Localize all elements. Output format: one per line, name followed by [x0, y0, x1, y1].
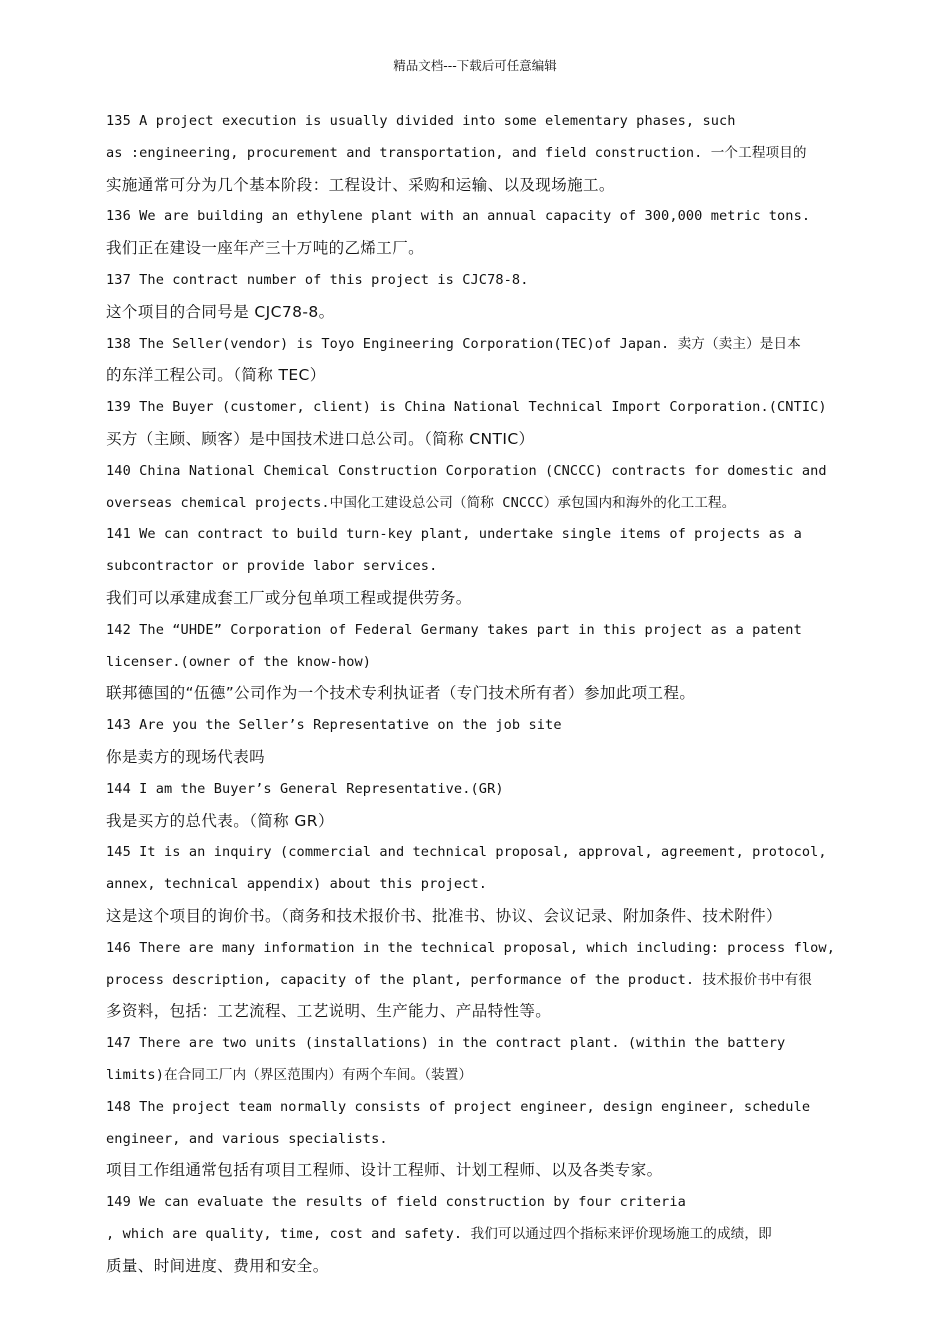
text-line: 实施通常可分为几个基本阶段：工程设计、采购和运输、以及现场施工。	[106, 175, 615, 194]
text-line: 质量、时间进度、费用和安全。	[106, 1256, 329, 1275]
text-line: 147 There are two units (installations) in the contract plant. (within the battery	[106, 1035, 786, 1052]
text-line: 你是卖方的现场代表吗	[106, 747, 266, 766]
text-line: 的东洋工程公司。（简称 TEC）	[106, 366, 326, 385]
text-line: process description, capacity of the plant, performance of the product. 技术报价书中有很	[106, 971, 813, 988]
text-line: 143 Are you the Seller’s Representative on the job site	[106, 717, 562, 734]
text-line: 项目工作组通常包括有项目工程师、设计工程师、计划工程师、以及各类专家。	[106, 1161, 663, 1180]
text-line: 139 The Buyer (customer, client) is China National Technical Import Corporation.(CNTIC)	[106, 399, 827, 416]
text-line: 我是买方的总代表。（简称 GR）	[106, 811, 334, 830]
text-line: 137 The contract number of this project is CJC78-8.	[106, 271, 529, 288]
text-line: 我们可以承建成套工厂或分包单项工程或提供劳务。	[106, 588, 472, 607]
text-line: as :engineering, procurement and transportation, and field construction. 一个工程项目的	[106, 144, 807, 161]
text-line: 136 We are building an ethylene plant with an annual capacity of 300,000 metric tons.	[106, 208, 811, 225]
text-line: 135 A project execution is usually divided into some elementary phases, such	[106, 113, 736, 129]
text-line: 140 China National Chemical Construction Corporation (CNCCC) contracts for domestic and	[106, 462, 827, 479]
text-line: annex, technical appendix) about this project.	[106, 876, 488, 893]
text-line: 144 I am the Buyer’s General Representative.(GR)	[106, 780, 504, 797]
document-body	[106, 106, 866, 1282]
text-line: licenser.(owner of the know-how)	[106, 653, 372, 670]
text-line: limits)在合同工厂内（界区范围内）有两个车间。（装置）	[106, 1066, 473, 1083]
text-line: 买方（主顾、顾客）是中国技术进口总公司。（简称 CNTIC）	[106, 429, 535, 448]
text-line: subcontractor or provide labor services.	[106, 558, 438, 575]
text-line: 142 The “UHDE” Corporation of Federal Germany takes part in this project as a patent	[106, 621, 802, 638]
text-line: engineer, and various specialists.	[106, 1130, 388, 1147]
text-line: 我们正在建设一座年产三十万吨的乙烯工厂。	[106, 239, 425, 258]
text-line: 145 It is an inquiry (commercial and technical proposal, approval, agreement, protocol,	[106, 844, 827, 861]
text-line: 141 We can contract to build turn-key plant, undertake single items of projects as a	[106, 526, 802, 543]
text-line: 148 The project team normally consists of project engineer, design engineer, schedule	[106, 1098, 811, 1115]
text-line: 138 The Seller(vendor) is Toyo Engineering Corporation(TEC)of Japan. 卖方（卖主）是日本	[106, 335, 801, 352]
text-line: 146 There are many information in the technical proposal, which including: process flow,	[106, 939, 836, 956]
page-header: 精品文档---下载后可任意编辑	[393, 58, 557, 73]
text-line: overseas chemical projects.中国化工建设总公司（简称 CNCCC）承包国内和海外的化工工程。	[106, 494, 736, 511]
text-line: 这个项目的合同号是 CJC78-8。	[106, 302, 335, 321]
text-line: 联邦德国的“伍德”公司作为一个技术专利执证者（专门技术所有者）参加此项工程。	[106, 684, 696, 703]
text-line: 这是这个项目的询价书。（商务和技术报价书、批准书、协议、会议记录、附加条件、技术附件）	[106, 906, 782, 925]
text-line: 多资料，包括：工艺流程、工艺说明、生产能力、产品特性等。	[106, 1002, 552, 1021]
text-line: , which are quality, time, cost and safety. 我们可以通过四个指标来评价现场施工的成绩，即	[106, 1225, 772, 1242]
text-line: 149 We can evaluate the results of field construction by four criteria	[106, 1194, 686, 1211]
